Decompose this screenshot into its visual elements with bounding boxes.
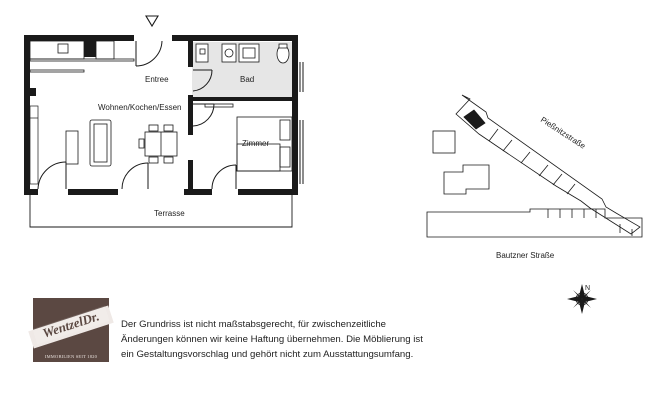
highlighted-unit [464, 110, 485, 129]
living-furniture [66, 120, 111, 166]
disclaimer-line-3: ein Gestaltungsvorschlag und gehört nicht zum Ausstattungsumfang. [121, 349, 414, 360]
terrace-doors [38, 162, 236, 189]
floor-plan [24, 16, 303, 227]
building-bautzner [427, 209, 642, 237]
room-label-terrasse: Terrasse [154, 209, 185, 218]
stair-steps [548, 209, 632, 236]
dining-table [139, 125, 177, 163]
windows [300, 62, 303, 184]
diagonal-partitions [489, 129, 575, 194]
disclaimer-line-1: Der Grundriss ist nicht maßstabsgerecht, für zwischenzeitliche [121, 319, 386, 330]
entrance-door [136, 16, 162, 66]
room-label-bad: Bad [240, 75, 255, 84]
logo-tagline: IMMOBILIEN SEIT 1820 [44, 354, 98, 359]
kitchen-shelves [30, 106, 38, 184]
building-l-shape [444, 165, 489, 194]
disclaimer-line-2: Änderungen können wir keine Haftung übernehmen. Die Möblierung ist [121, 334, 423, 345]
room-label-entree: Entree [145, 75, 169, 84]
logo-brand: WentzelDr. [32, 306, 109, 345]
building-small-square [433, 131, 455, 153]
compass-icon [567, 284, 597, 314]
company-logo [33, 298, 109, 362]
disclaimer-text [121, 317, 481, 362]
street-label-piessnitz: Pießnitzstraße [538, 115, 588, 151]
compass-north-letter: N [585, 285, 591, 292]
room-label-zimmer: Zimmer [242, 139, 270, 148]
kitchen-counter [30, 41, 134, 72]
street-label-bautzner: Bautzner Straße [496, 251, 555, 260]
room-label-wohnen: Wohnen/Kochen/Essen [98, 103, 182, 112]
site-map [427, 95, 642, 237]
